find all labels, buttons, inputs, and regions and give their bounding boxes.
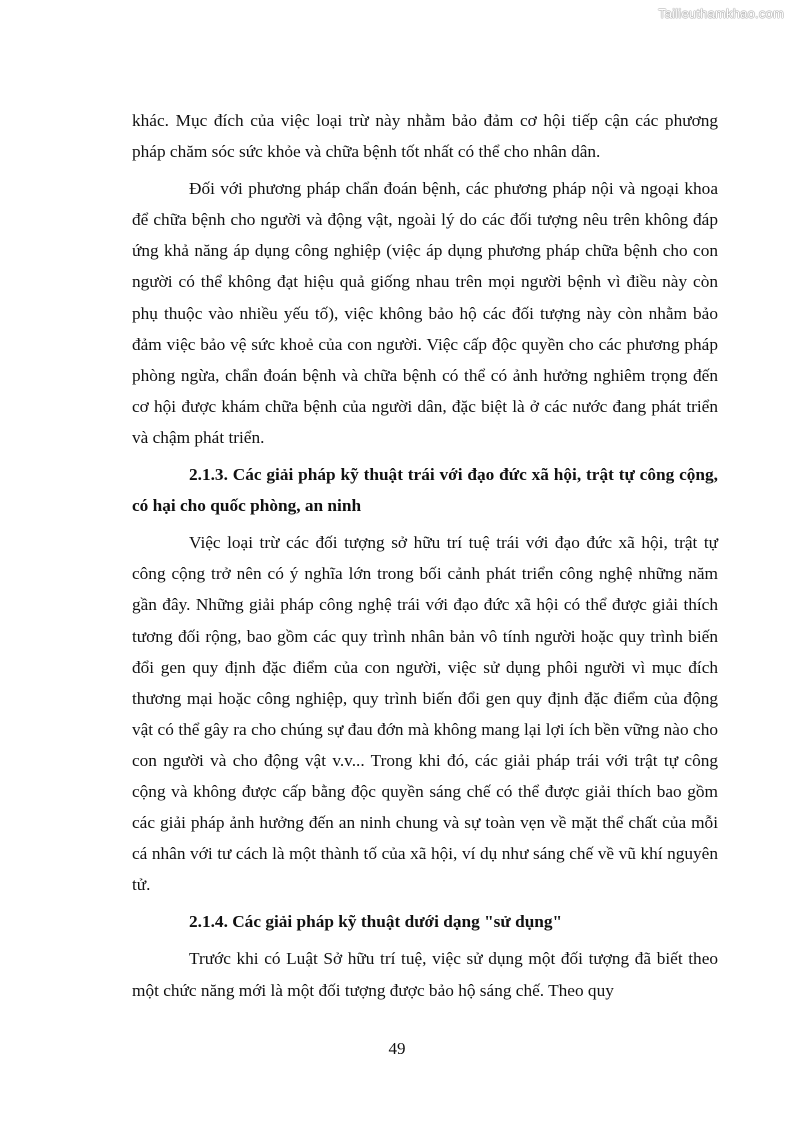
paragraph-use-form: Trước khi có Luật Sở hữu trí tuệ, việc sử dụng một đối tượng đã biết theo một chức năng mới là một đối tượng được bảo hộ sáng chế. Theo quy [132,949,718,1000]
paragraph-diagnosis-methods: Đối với phương pháp chẩn đoán bệnh, các phương pháp nội và ngoại khoa để chữa bệnh cho người và động vật, ngoài lý do các đối tượng nêu trên không đáp ứng khả năng áp dụng công nghiệp (việc áp dụng phương pháp chữa bệnh cho con người có thể không đạt hiệu quả giống nhau trên mọi người bệnh vì điều này còn phụ thuộc vào nhiều yếu tố), việc không bảo hộ các đối tượng này còn nhằm bảo đảm việc bảo vệ sức khoẻ của con người. Việc cấp độc quyền cho các phương pháp phòng ngừa, chẩn đoán bệnh và chữa bệnh có thể có ảnh hưởng nghiêm trọng đến cơ hội được khám chữa bệnh của người dân, đặc biệt là ở các nước đang phát triển và chậm phát triển. [132,179,718,447]
paragraph-continuation: khác. Mục đích của việc loại trừ này nhằm bảo đảm cơ hội tiếp cận các phương pháp chăm sóc sức khỏe và chữa bệnh tốt nhất có thể cho nhân dân. [132,111,718,162]
page-number: 49 [388,1039,406,1058]
watermark: Tailieuthamkhao.com [658,6,784,21]
document-body [132,105,718,1006]
paragraph-social-ethics: Việc loại trừ các đối tượng sở hữu trí tuệ trái với đạo đức xã hội, trật tự công cộng trở nên có ý nghĩa lớn trong bối cảnh phát triển công nghệ những năm gần đây. Những giải pháp công nghệ trái với đạo đức xã hội có thể được giải thích tương đối rộng, bao gồm các quy trình nhân bản vô tính người hoặc quy trình biến đổi gen quy định đặc điểm của con người, việc sử dụng phôi người vì mục đích thương mại hoặc công nghiệp, quy trình biến đổi gen quy định đặc điểm của động vật có thể gây ra cho chúng sự đau đớn mà không mang lại lợi ích bền vững nào cho con người và cho động vật v.v... Trong khi đó, các giải pháp trái với trật tự công cộng và không được cấp bằng độc quyền sáng chế có thể được giải thích bao gồm các giải pháp ảnh hưởng đến an ninh chung và sự toàn vẹn về mặt thể chất của mỗi cá nhân với tư cách là một thành tố của xã hội, ví dụ như sáng chế về vũ khí nguyên tử. [132,533,718,895]
heading-2-1-3: 2.1.3. Các giải pháp kỹ thuật trái với đạo đức xã hội, trật tự công cộng, có hại cho quốc phòng, an ninh [132,465,718,516]
heading-2-1-4: 2.1.4. Các giải pháp kỹ thuật dưới dạng "sử dụng" [189,912,563,932]
